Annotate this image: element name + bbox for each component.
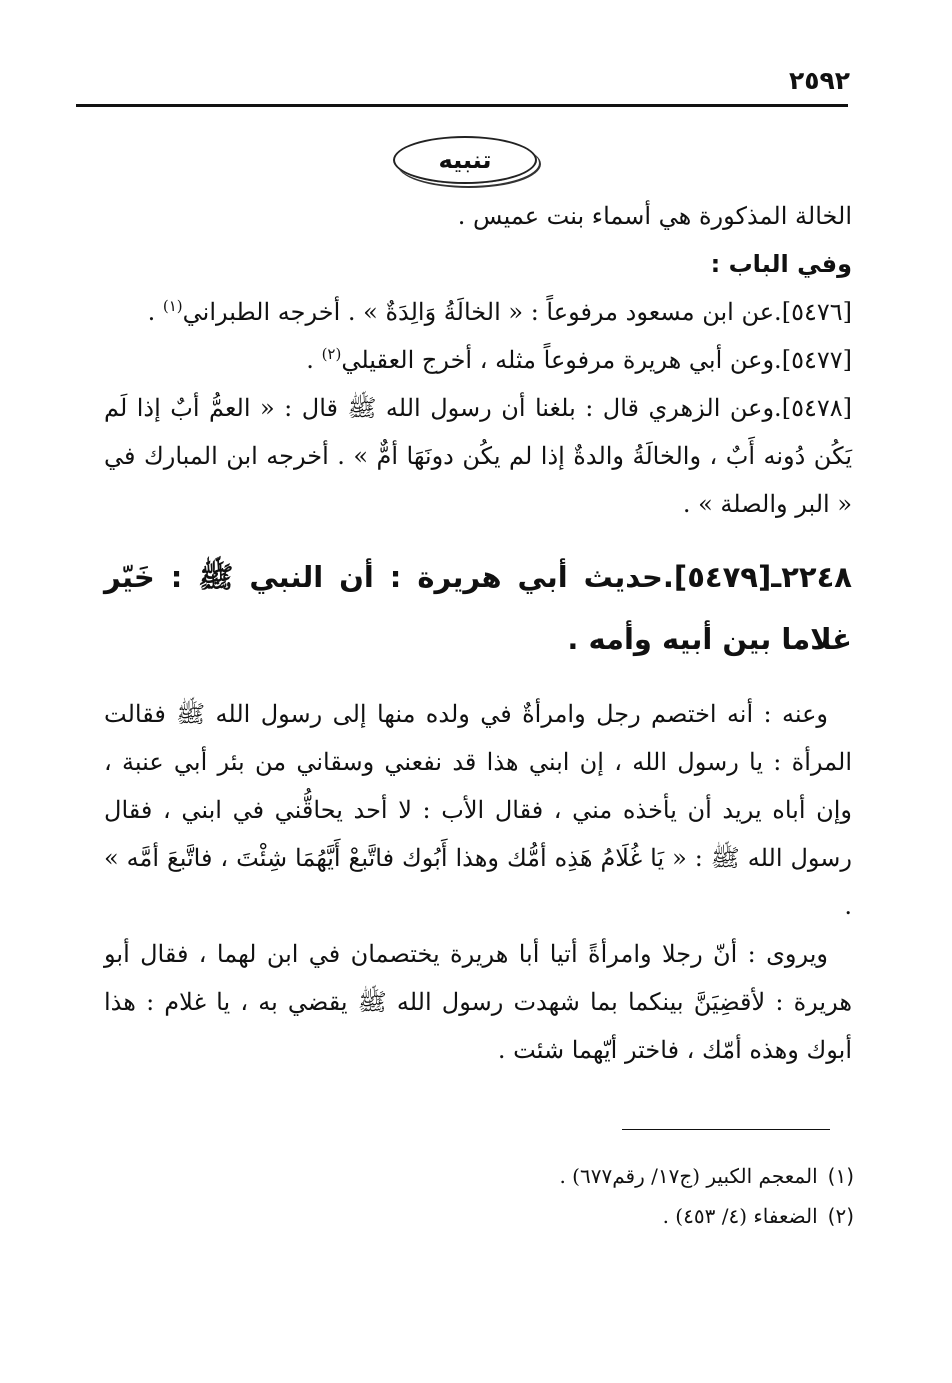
hadith-title: .حديث أبي هريرة : أن النبي ﷺ : خَيّر غلاما بين أبيه وأمه . xyxy=(104,560,852,656)
section-label: وفي الباب : xyxy=(710,250,852,278)
note-badge: تنبيه xyxy=(393,136,537,184)
footnotes xyxy=(106,1156,854,1236)
footnote-mark: (١) xyxy=(827,1164,854,1188)
reference-item xyxy=(104,384,852,528)
footnote-marker: (٢) xyxy=(321,345,342,363)
main-text xyxy=(104,192,852,1074)
body-paragraph: ويروى : أنّ رجلا وامرأةً أتيا أبا هريرة يختصمان في ابن لهما ، فقال أبو هريرة : لأقضِيَنَّ بينكما بما شهدت رسول الله ﷺ يقضي به ، يا غلام : هذا أبوك وهذه أمّك ، فاختر أيّهما شئت . xyxy=(104,940,852,1064)
footnote-marker: (١) xyxy=(162,297,183,315)
reference-text: .وعن الزهري قال : بلغنا أن رسول الله ﷺ قال : « العمُّ أبٌ إذا لَم يَكُن دُونه أَبٌ ، والخالَةُ والدةٌ إذا لم يكُن دونَهَا أمٌّ » . أخرجه ابن المبارك في « البر والصلة » . xyxy=(104,394,852,518)
body-paragraph: وعنه : أنه اختصم رجل وامرأةٌ في ولده منها إلى رسول الله ﷺ فقالت المرأة : يا رسول الله ، إن ابني هذا قد نفعني وسقاني من بئر أبي عنبة ، وإن أباه يريد أن يأخذه مني ، فقال الأب : لا أحد يحاقُّني في ابني ، فقال رسول الله ﷺ : « يَا غُلَامُ هَذِه أمُّك وهذا أَبُوك فاتَّبعْ أَيَّهُمَا شِئْتَ ، فاتَّبعَ أمَّه » . xyxy=(104,700,852,920)
footnote-text: الضعفاء (٤/ ٤٥٣) . xyxy=(662,1204,818,1228)
footnote-rule xyxy=(622,1129,830,1130)
header-rule xyxy=(76,104,848,107)
reference-text: .عن ابن مسعود مرفوعاً : « الخالَةُ وَالِدَةٌ » . أخرجه الطبراني xyxy=(182,298,782,326)
footnote xyxy=(106,1196,854,1236)
reference-tail: . xyxy=(147,298,163,326)
reference-item xyxy=(104,336,852,384)
footnote xyxy=(106,1156,854,1196)
hadith-dash: ـ xyxy=(771,560,782,594)
intro-line: الخالة المذكورة هي أسماء بنت عميس . xyxy=(457,202,852,230)
reference-number: [٥٤٧٨] xyxy=(781,394,852,422)
page-number: ٢٥٩٢ xyxy=(788,66,850,95)
reference-tail: . xyxy=(306,346,322,374)
footnote-text: المعجم الكبير (ج١٧/ رقم٦٧٧) . xyxy=(559,1164,818,1188)
reference-number: [٥٤٧٦] xyxy=(781,298,852,326)
reference-item xyxy=(104,288,852,336)
reference-text: .وعن أبي هريرة مرفوعاً مثله ، أخرج العقيلي xyxy=(341,346,782,374)
reference-number: [٥٤٧٧] xyxy=(781,346,852,374)
hadith-number: ٢٢٤٨ xyxy=(781,560,852,594)
footnote-mark: (٢) xyxy=(827,1204,854,1228)
hadith-heading xyxy=(104,546,852,670)
hadith-ref: [٥٤٧٩] xyxy=(673,560,772,594)
